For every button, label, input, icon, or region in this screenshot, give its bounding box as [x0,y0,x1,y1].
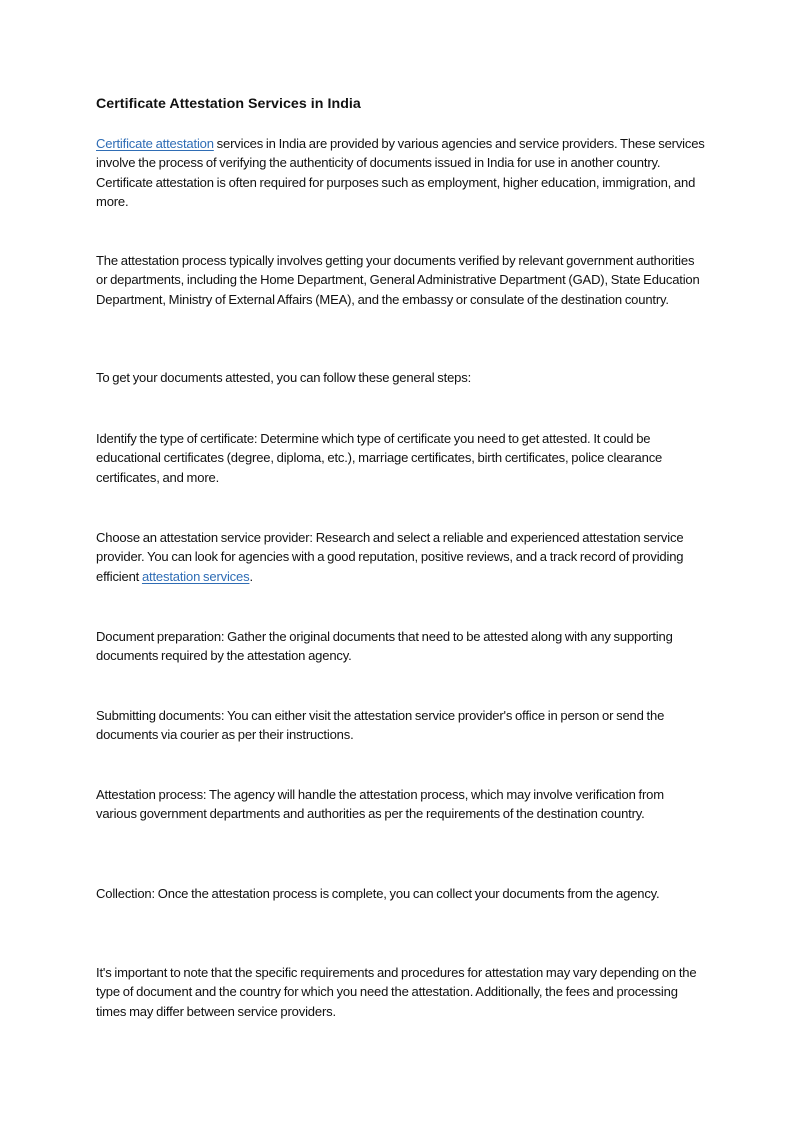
step-choose-end: . [249,568,253,584]
intro-paragraph [96,134,706,212]
document-title: Certificate Attestation Services in India [96,96,361,112]
certificate-attestation-link[interactable]: Certificate attestation [96,136,214,151]
process-paragraph: The attestation process typically involves getting your documents verified by relevant government authorities or departments, including the Home Department, General Administrative Department (GAD), State Education Department, Ministry of External Affairs (MEA), and the embassy or consulate of the destination country. [96,253,700,307]
step-choose-text: Choose an attestation service provider: Research and select a reliable and experienced attestation service provider. You can look for agencies with a good reputation, positive reviews, and a track record of providing efficient [96,530,684,584]
closing-note-paragraph: It's important to note that the specific requirements and procedures for attestation may vary depending on the type of document and the country for which you need the attestation. Additionally, the fees and processing times may differ between service providers. [96,965,697,1019]
intro-text: services in India are provided by various agencies and service providers. These services involve the process of verifying the authenticity of documents issued in India for use in another country. Certificate attestation is often required for purposes such as employment, higher education, immigration, and more. [96,136,705,210]
step-attestation-process-paragraph: Attestation process: The agency will handle the attestation process, which may involve verification from various government departments and authorities as per the requirements of the destination country. [96,787,664,822]
document-page [96,96,706,1019]
attestation-services-link[interactable]: attestation services [141,568,250,584]
step-identify-paragraph: Identify the type of certificate: Determine which type of certificate you need to get attested. It could be educational certificates (degree, diploma, etc.), marriage certificates, birth certificates, police clearance certificates, and more. [96,431,663,485]
step-document-preparation-paragraph: Document preparation: Gather the original documents that need to be attested along with any supporting documents required by the attestation agency. [96,629,673,664]
step-submitting-paragraph: Submitting documents: You can either visit the attestation service provider's office in person or send the documents via courier as per their instructions. [96,708,665,743]
step-choose-provider-paragraph [96,528,706,586]
step-collection-paragraph: Collection: Once the attestation process is complete, you can collect your documents from the agency. [96,886,660,901]
steps-intro-paragraph: To get your documents attested, you can follow these general steps: [96,370,472,385]
